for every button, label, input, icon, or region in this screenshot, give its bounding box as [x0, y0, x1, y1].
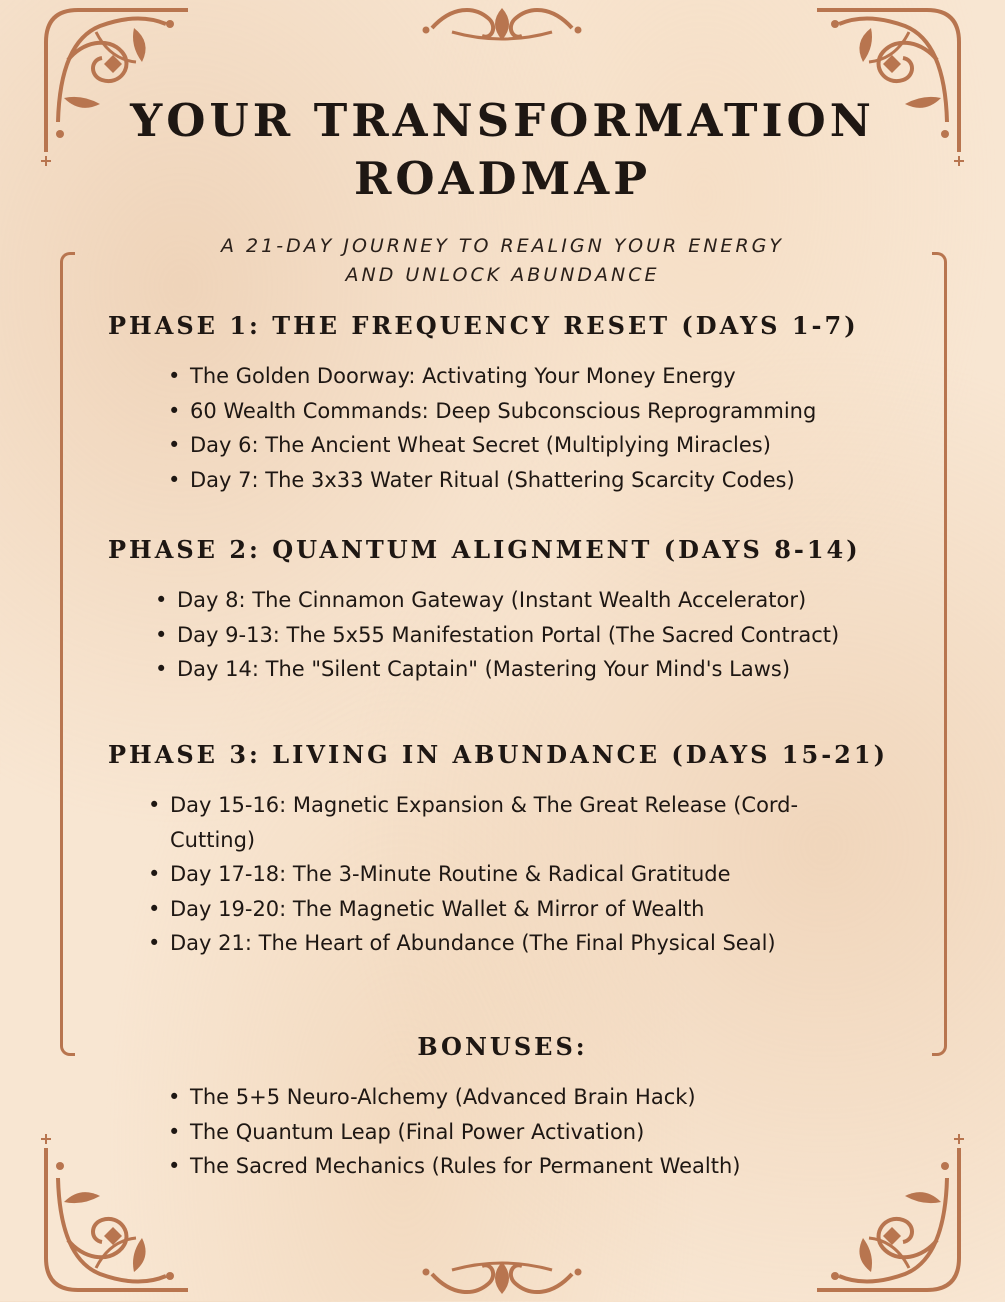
list-item: • Day 15-16: Magnetic Expansion & The Great Release (Cord-Cutting) [148, 788, 848, 857]
bonuses-list [168, 1080, 868, 1184]
top-flourish-icon [392, 0, 612, 50]
list-item: • Day 6: The Ancient Wheat Secret (Multiplying Miracles) [168, 428, 888, 463]
bonuses-heading: BONUSES: [417, 1032, 588, 1061]
subtitle-line: A 21-DAY JOURNEY TO REALIGN YOUR ENERGY [221, 235, 784, 257]
list-item: • The Quantum Leap (Final Power Activation) [168, 1115, 868, 1150]
left-frame-bracket [60, 252, 75, 1056]
list-item: • The Golden Doorway: Activating Your Money Energy [168, 359, 888, 394]
subtitle-line: AND UNLOCK ABUNDANCE [345, 264, 660, 286]
list-item: • Day 9-13: The 5x55 Manifestation Portal (The Sacred Contract) [155, 618, 915, 653]
phase-2-list [155, 583, 915, 687]
phase-2-heading: PHASE 2: QUANTUM ALIGNMENT (DAYS 8-14) [108, 535, 861, 564]
phase-3-list [148, 788, 848, 961]
title-line: YOUR TRANSFORMATION [130, 94, 875, 147]
title-line: ROADMAP [353, 152, 652, 205]
page-title [0, 92, 1005, 208]
bottom-flourish-icon [392, 1252, 612, 1302]
right-frame-bracket [932, 252, 947, 1056]
phase-1-list [168, 359, 888, 497]
list-item: • Day 21: The Heart of Abundance (The Final Physical Seal) [148, 926, 848, 961]
list-item: • Day 8: The Cinnamon Gateway (Instant Wealth Accelerator) [155, 583, 915, 618]
subtitle [0, 232, 1005, 290]
phase-1-heading: PHASE 1: THE FREQUENCY RESET (DAYS 1-7) [108, 311, 859, 340]
list-item: • The 5+5 Neuro-Alchemy (Advanced Brain Hack) [168, 1080, 868, 1115]
list-item: • Day 7: The 3x33 Water Ritual (Shattering Scarcity Codes) [168, 463, 888, 498]
list-item: • 60 Wealth Commands: Deep Subconscious Reprogramming [168, 394, 888, 429]
list-item: • Day 14: The "Silent Captain" (Mastering Your Mind's Laws) [155, 652, 915, 687]
phase-3-heading: PHASE 3: LIVING IN ABUNDANCE (DAYS 15-21) [108, 740, 888, 769]
list-item: • Day 19-20: The Magnetic Wallet & Mirror of Wealth [148, 892, 848, 927]
list-item: • Day 17-18: The 3-Minute Routine & Radical Gratitude [148, 857, 848, 892]
list-item: • The Sacred Mechanics (Rules for Permanent Wealth) [168, 1149, 868, 1184]
